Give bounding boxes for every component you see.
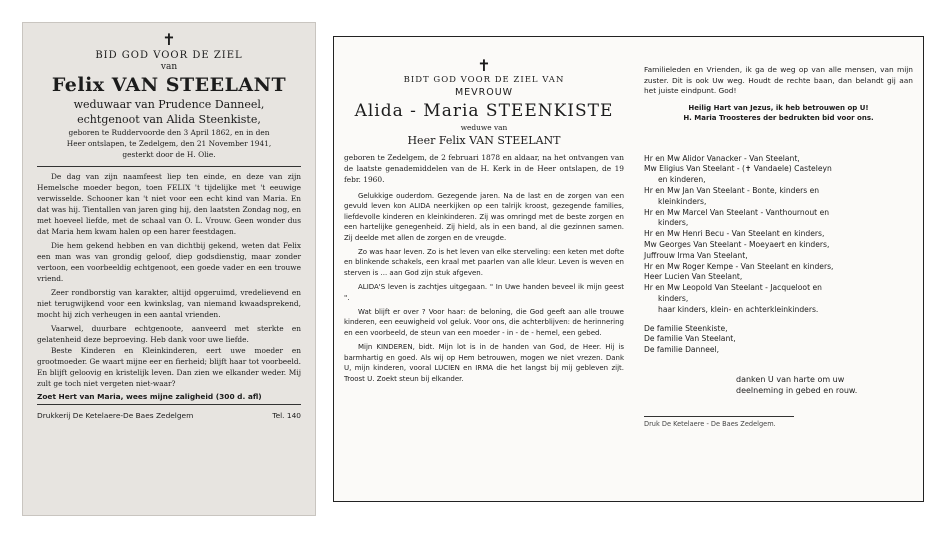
card2-born: geboren te Zedelgem, de 2 februari 1878 en aldaar, na het ontvangen van de laatste genademiddelen van de H. Kerk in de Heer ontslapen, de 19 febr. 1960. [344, 153, 624, 184]
card1-paragraph: Vaarwel, duurbare echtgenoote, aanveerd met sterkte en gelatenheid deze beproeving. Heb dank voor uwe liefde. [37, 324, 301, 344]
card2-deceased-name: Alida - Maria STEENKISTE [354, 101, 614, 121]
family-line: De familie Steenkiste, [644, 323, 728, 333]
cross-icon: ✝ [162, 30, 176, 49]
card1-paragraph: Die hem gekend hebben en van dichtbij gekend, weten dat Felix een man was van grondig geloof, diep godsdienstig, maar zonder vertoon, een voorbeeldig echtgenoot, een goede vader en een trouwe vriend. [37, 241, 301, 283]
card1-deceased-name [37, 73, 301, 97]
family-line: haar kinders, klein- en achterkleinkinders. [658, 304, 819, 314]
card1-last-name: VAN STEELANT [111, 74, 287, 96]
family-line: Hr en Mw Marcel Van Steelant - Vanthournout en [644, 207, 830, 217]
thanks-line: danken U van harte om uw [736, 374, 845, 384]
card1-born-1: geboren te Ruddervoorde den 3 April 1862, en in den [68, 128, 270, 137]
card1-spouse: echtgenoot van Alida Steenkiste, [77, 113, 261, 126]
card3-prayer-1: Heilig Hart van Jezus, ik heb betrouwen op U! [688, 103, 869, 112]
card1-header: BID GOD VOOR DE ZIEL [95, 50, 243, 61]
family-line: De familie Danneel, [644, 345, 720, 355]
family-line: en kinderen, [658, 175, 706, 185]
card3-intro: Familieleden en Vrienden, ik ga de weg op van alle mensen, van mijn zuster. Dit is ook Uw weg. Houdt de rechte baan, dan belandt gij aan het juiste eindpunt. God! [644, 65, 913, 96]
card1-printer-name: Drukkerij De Ketelaere-De Baes Zedelgem [37, 411, 194, 420]
card1-widower: weduwaar van Prudence Danneel, [73, 98, 265, 111]
card3-families [644, 324, 913, 356]
family-line: Hr en Mw Roger Kempe - Van Steelant en kinders, [644, 261, 834, 271]
family-line: Mw Georges Van Steelant - Moeyaert en kinders, [644, 239, 830, 249]
card2-paragraph: Wat blijft er over ? Voor haar: de beloning, die God geeft aan alle trouwe kinderen, een eeuwigheid vol geluk. Voor ons, die achterblijven: de herinnering en een voorbeeld, de steun van een moeder - in - de - hemel, een gebed. [344, 308, 624, 337]
card2-paragraph: Mijn KINDEREN, bidt. Mijn lot is in de handen van God, de Heer. Hij is barmhartig en goed. Als wij op Hem betrouwen, mogen we niet vrezen. Dank U, mijn kinderen, vooral LUCIEN en IRMA die het langst bij mij gebleven zijt. Troost U. Zoekt steun bij elkander. [344, 343, 624, 383]
card2-header: BIDT GOD VOOR DE ZIEL VAN [403, 75, 565, 85]
family-line: kinders, [658, 218, 689, 228]
card1-paragraph: Beste Kinderen en Kleinkinderen, eert uwe moeder en grootmoeder. Ge waart mijne eer en fierheid; blijft haar tot voorbeeld. En blijft geloovig en kristelijk leven. Dan zien we elkander weder. Mij zult ge toch niet vergeten niet-waar? [37, 346, 301, 388]
card1-prayer: Zoet Hert van Maria, wees mijne zaligheid (300 d. afl) [37, 391, 301, 405]
memorial-card-felix [22, 22, 316, 516]
divider [37, 166, 301, 167]
family-line: Hr en Mw Leopold Van Steelant - Jacqueloot en [644, 283, 822, 293]
card1-born-2: Heer ontslapen, te Zedelgem, den 21 November 1941, [66, 139, 272, 148]
memorial-card-alida [333, 36, 635, 502]
family-line: kinders, [658, 293, 689, 303]
card2-husband: Heer Felix VAN STEELANT [407, 134, 561, 147]
family-line: Hr en Mw Alidor Vanacker - Van Steelant, [644, 153, 800, 163]
family-line: Mw Eligius Van Steelant - (✝ Vandaele) Casteleyn [644, 164, 832, 174]
card3-prayer-2: H. Maria Troosteres der bedrukten bid voor ons. [683, 114, 874, 123]
card1-paragraph: De dag van zijn naamfeest liep ten einde, en deze van zijn Hemelsche moeder begon, toen FELIX 't tijdelijke met 't eeuwige verwisselde. Schooner kan 't niet voor een echt kind van Maria. En dat was hij. Tientallen van jaren ging hij, den laatsten Zondag nog, en met hoeveel liefde, met de schaal van O. L. Vrouw. Geen wonder dus dat Maria hem kwam halen op een harer feestdagen. [37, 172, 301, 236]
card1-paragraph: Zeer rondborstig van karakter, altijd opgeruimd, vredelievend en niet terugwijkend voor een kwinkslag, van niemand kwaadsprekend, mocht hij zich verheugen in een aantal vrienden. [37, 288, 301, 319]
family-line: Juffrouw Irma Van Steelant, [644, 250, 748, 260]
family-line: De familie Van Steelant, [644, 334, 736, 344]
family-line: kleinkinders, [658, 196, 707, 206]
cross-icon: ✝ [477, 56, 491, 75]
family-line: Hr en Mw Henri Becu - Van Steelant en kinders, [644, 229, 825, 239]
memorial-card-family-page [634, 36, 924, 502]
card2-widow: weduwe van [460, 123, 508, 132]
card1-first-name: Felix [51, 74, 105, 96]
card2-paragraph: Zo was haar leven. Zo is het leven van elke sterveling: een keten met dofte en blinkende schakels, een kraal met paarlen van alle kleur. Leven is weven en sterven is ... aan God zijn stuk afgeven. [344, 248, 624, 277]
card3-thanks [644, 374, 913, 396]
card1-printer-tel: Tel. 140 [272, 411, 301, 420]
card3-printer: Druk De Ketelaere - De Baes Zedelgem. [644, 416, 794, 428]
card2-paragraph: ALIDA'S leven is zachtjes uitgegaan. " In Uwe handen beveel ik mijn geest ". [344, 283, 624, 302]
card1-born-3: gesterkt door de H. Olie. [122, 150, 216, 159]
thanks-line: deelneming in gebed en rouw. [736, 385, 858, 395]
family-line: Heer Lucien Van Steelant, [644, 272, 743, 282]
card2-title: MEVROUW [454, 87, 514, 98]
family-line: Hr en Mw Jan Van Steelant - Bonte, kinders en [644, 185, 820, 195]
card2-paragraph: Gelukkige ouderdom. Gezegende jaren. Na de last en de zorgen van een gevuld leven kon ALIDA neerkijken op een talrijk kroost, gezegende families, liefdevolle kinderen en kleinkinderen. Zij was omringd met de beste zorgen en een hartelijke genegenheid. Zij hield, als in een band, al die gezinnen samen. Zij deelde met allen de zorgen en de vreugde. [344, 192, 624, 242]
card3-family-list [644, 154, 913, 316]
card1-van: van [160, 62, 178, 72]
card1-printer [37, 410, 301, 421]
